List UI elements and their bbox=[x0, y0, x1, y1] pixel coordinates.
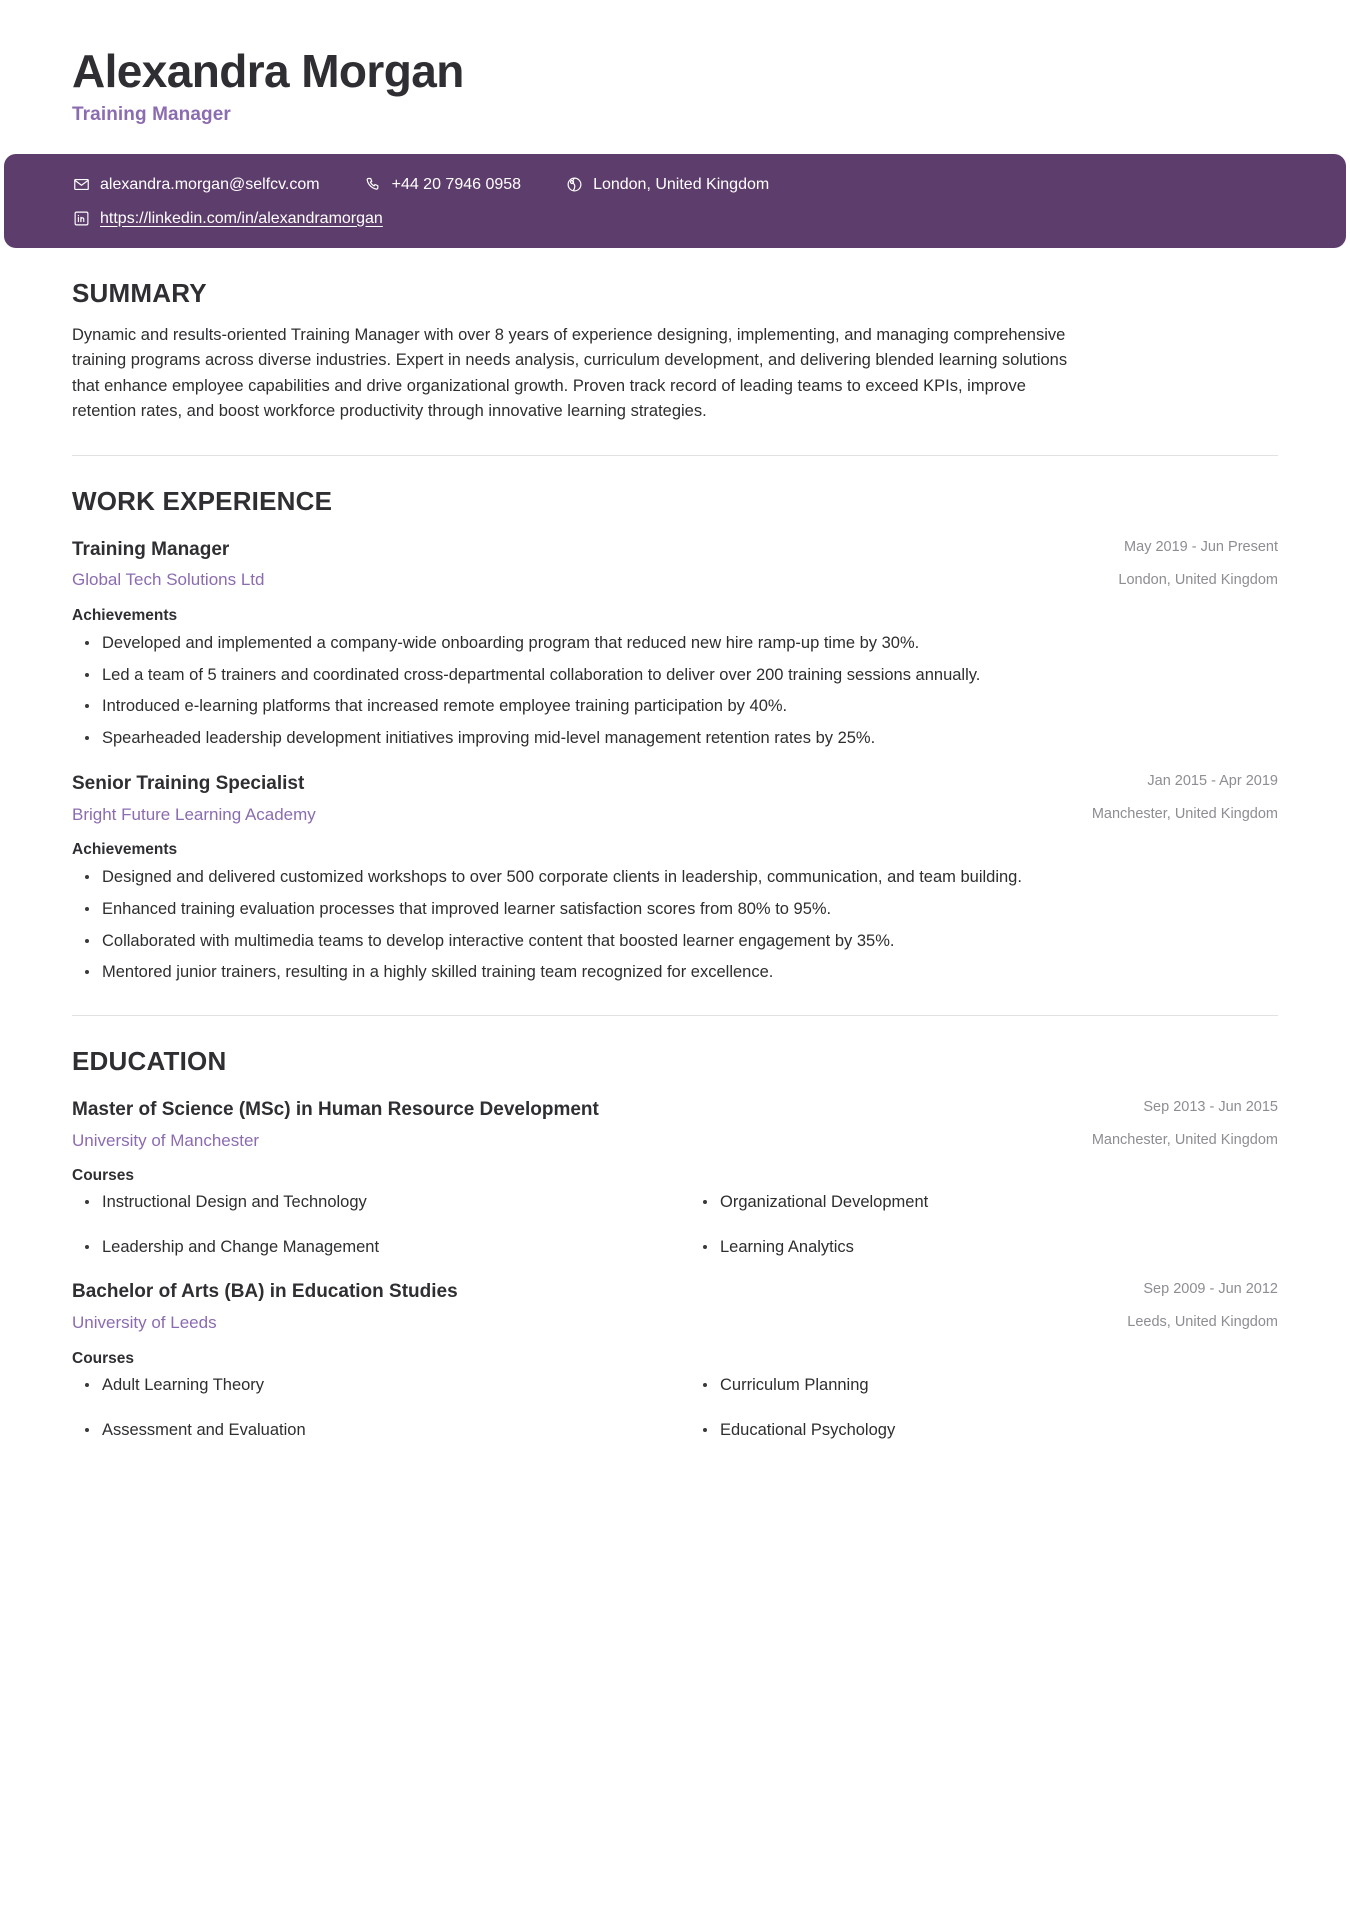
list-item: Collaborated with multimedia teams to develop interactive content that boosted learner engagement by 35%. bbox=[72, 929, 1278, 954]
degree-title: Master of Science (MSc) in Human Resource Development bbox=[72, 1099, 599, 1121]
list-item: Introduced e-learning platforms that increased remote employee training participation by 40%. bbox=[72, 694, 1278, 719]
list-item: Led a team of 5 trainers and coordinated cross-departmental collaboration to deliver over 200 training sessions annually. bbox=[72, 663, 1278, 688]
achievements-label: Achievements bbox=[72, 606, 178, 624]
education-heading: EDUCATION bbox=[72, 1046, 227, 1077]
work-entry-header bbox=[72, 537, 1278, 593]
candidate-role: Training Manager bbox=[72, 103, 231, 125]
list-item: Educational Psychology bbox=[690, 1419, 1278, 1442]
section-education bbox=[72, 1016, 1278, 1442]
work-entry-left bbox=[72, 537, 1094, 593]
list-item: Designed and delivered customized workshops to over 500 corporate clients in leadership, communication, and team building. bbox=[72, 865, 1278, 890]
achievements-label: Achievements bbox=[72, 841, 178, 859]
contact-phone[interactable] bbox=[364, 176, 521, 194]
list-item: Leadership and Change Management bbox=[72, 1236, 660, 1259]
courses-list bbox=[72, 1374, 1278, 1442]
degree-dates: Sep 2009 - Jun 2012 bbox=[1143, 1281, 1278, 1298]
job-title: Senior Training Specialist bbox=[72, 772, 305, 794]
contact-band bbox=[4, 154, 1346, 248]
job-title: Training Manager bbox=[72, 538, 230, 560]
courses-list bbox=[72, 1191, 1278, 1259]
contact-linkedin[interactable] bbox=[72, 210, 383, 228]
job-dates: May 2019 - Jun Present bbox=[1124, 538, 1278, 555]
contact-row-primary bbox=[72, 176, 1278, 194]
contact-location-text: London, United Kingdom bbox=[593, 175, 770, 193]
contact-email-text: alexandra.morgan@selfcv.com bbox=[100, 175, 320, 193]
job-location: Manchester, United Kingdom bbox=[1091, 805, 1278, 822]
education-entry-left bbox=[72, 1097, 1068, 1153]
contact-row-secondary bbox=[72, 210, 1278, 228]
candidate-name: Alexandra Morgan bbox=[72, 45, 464, 97]
education-entry-left bbox=[72, 1279, 1103, 1335]
work-entry-header bbox=[72, 771, 1278, 827]
education-entry-right bbox=[1103, 1279, 1278, 1334]
list-item: Adult Learning Theory bbox=[72, 1374, 660, 1397]
education-entry-right bbox=[1068, 1097, 1278, 1152]
achievements-list bbox=[72, 631, 1278, 751]
contact-phone-text: +44 20 7946 0958 bbox=[391, 175, 522, 193]
list-item: Spearheaded leadership development initiatives improving mid-level management retention rates by 25%. bbox=[72, 726, 1278, 751]
list-item: Mentored junior trainers, resulting in a highly skilled training team recognized for excellence. bbox=[72, 960, 1278, 985]
resume-header bbox=[0, 46, 1350, 126]
work-entry bbox=[72, 771, 1278, 985]
summary-text: Dynamic and results-oriented Training Manager with over 8 years of experience designing, implementing, and managing comprehensive training programs across diverse industries. Expert in needs analysis, curriculum development, and delivering blended learning solutions that enhance employee capabilities and drive organizational growth. Proven track record of leading teams to exceed KPIs, improve retention rates, and boost workforce productivity through innovative learning strategies. bbox=[72, 325, 1068, 421]
list-item: Learning Analytics bbox=[690, 1236, 1278, 1259]
job-location: London, United Kingdom bbox=[1118, 571, 1278, 588]
list-item: Curriculum Planning bbox=[690, 1374, 1278, 1397]
company-name: Bright Future Learning Academy bbox=[72, 804, 316, 824]
section-work-experience bbox=[72, 456, 1278, 1016]
list-item: Instructional Design and Technology bbox=[72, 1191, 660, 1214]
education-entry-header bbox=[72, 1097, 1278, 1153]
courses-label: Courses bbox=[72, 1349, 135, 1367]
job-dates: Jan 2015 - Apr 2019 bbox=[1147, 772, 1278, 789]
contact-linkedin-link[interactable]: https://linkedin.com/in/alexandramorgan bbox=[100, 209, 383, 227]
degree-title: Bachelor of Arts (BA) in Education Studies bbox=[72, 1281, 458, 1303]
degree-dates: Sep 2013 - Jun 2015 bbox=[1143, 1099, 1278, 1116]
work-experience-heading: WORK EXPERIENCE bbox=[72, 485, 333, 516]
envelope-icon bbox=[72, 176, 90, 194]
work-entry bbox=[72, 537, 1278, 751]
list-item: Organizational Development bbox=[690, 1191, 1278, 1214]
summary-heading: SUMMARY bbox=[72, 277, 207, 308]
school-name: University of Manchester bbox=[72, 1130, 260, 1150]
work-entry-right bbox=[1068, 771, 1278, 826]
contact-location bbox=[565, 176, 769, 194]
globe-icon bbox=[565, 176, 583, 194]
education-entry-header bbox=[72, 1279, 1278, 1335]
company-name: Global Tech Solutions Ltd bbox=[72, 570, 265, 590]
achievements-list bbox=[72, 865, 1278, 985]
school-name: University of Leeds bbox=[72, 1313, 217, 1333]
degree-location: Manchester, United Kingdom bbox=[1091, 1131, 1278, 1148]
linkedin-icon bbox=[72, 210, 90, 228]
list-item: Developed and implemented a company-wide onboarding program that reduced new hire ramp-up time by 30%. bbox=[72, 631, 1278, 656]
phone-icon bbox=[364, 176, 382, 194]
section-summary bbox=[72, 248, 1278, 456]
courses-label: Courses bbox=[72, 1167, 135, 1185]
education-entry bbox=[72, 1279, 1278, 1441]
work-entry-left bbox=[72, 771, 1068, 827]
list-item: Assessment and Evaluation bbox=[72, 1419, 660, 1442]
list-item: Enhanced training evaluation processes that improved learner satisfaction scores from 80% to 95%. bbox=[72, 897, 1278, 922]
contact-email[interactable] bbox=[72, 176, 320, 194]
education-entry bbox=[72, 1097, 1278, 1259]
work-entry-right bbox=[1094, 537, 1278, 592]
degree-location: Leeds, United Kingdom bbox=[1127, 1314, 1278, 1331]
resume-body bbox=[0, 248, 1350, 1442]
